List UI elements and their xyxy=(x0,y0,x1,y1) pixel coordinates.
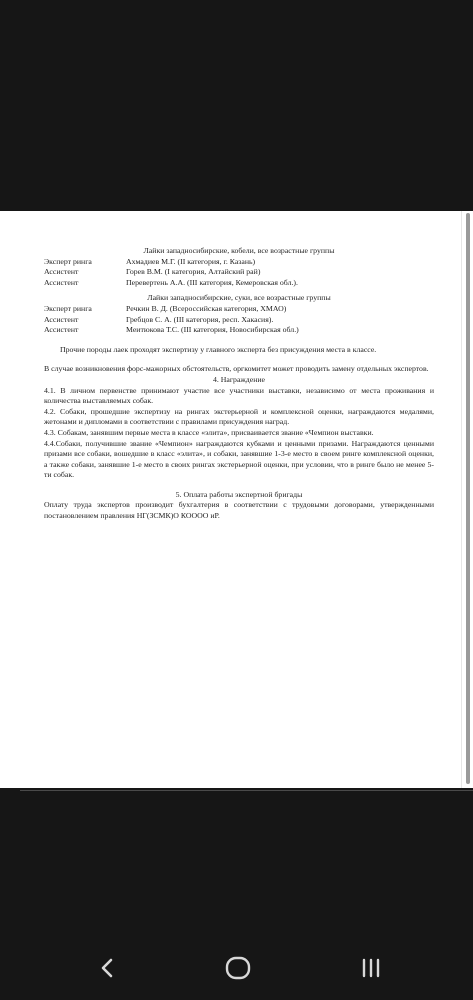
name-cell: Гребцов С. А. (III категория, респ. Хакасия). xyxy=(126,314,274,324)
table-row xyxy=(44,267,434,278)
role-cell: Ассистент xyxy=(44,325,79,335)
role-cell: Ассистент xyxy=(44,314,79,324)
section5-title: 5. Оплата работы экспертной бригады xyxy=(175,489,303,499)
section4-item: 4.3. Собакам, занявшим первые места в классе «элита», присваивается звание «Чемпион выставки. xyxy=(44,427,374,437)
section4-title: 4. Награждение xyxy=(212,374,266,384)
name-cell: Ахмадиев М.Г. (II категория, г. Казань) xyxy=(126,256,256,266)
section5-paragraph: Оплату труда экспертов производит бухгалтерия в соответствии с трудовыми договорами, утвержденными постановлением правления НГ(ЗСМК)О КОООО иР. xyxy=(44,500,434,521)
section4-item: 4.4.Собаки, получившие звание «Чемпион» награждаются кубками и ценными призами. Награждаются ценными призами все собаки, вошедшие в класс «элита», и собаки, занявшие 1-3-е место в своем ринге комплексной оценки, а также собаки, занявшие 1-е место в своих рингах экстерьерной оценки, при условии, что в ринге было не менее 5-ти собак. xyxy=(44,438,434,480)
role-cell: Эксперт ринга xyxy=(44,256,92,266)
block2-title: Лайки западносибирские, суки, все возрастные группы xyxy=(147,293,331,303)
table-row xyxy=(44,278,434,289)
role-cell: Ассистент xyxy=(44,277,79,287)
table-row xyxy=(44,325,434,336)
table-row xyxy=(44,304,434,315)
home-button[interactable] xyxy=(208,950,268,986)
section4-item: 4.2. Собаки, прошедшие экспертизу на рингах экстерьерной и комплексной оценки, награждаются медалями, жетонами и дипломами в соответствии с правилами присуждения наград. xyxy=(44,406,434,427)
table-row xyxy=(44,315,434,326)
table-row xyxy=(44,257,434,268)
system-navigation-bar xyxy=(0,938,473,1000)
name-cell: Речкин В. Д. (Всероссийская категория, ХМАО) xyxy=(126,303,287,313)
section4-item: 4.1. В личном первенстве принимают участие все участники выставки, независимо от места проживания и количества выставляемых собак. xyxy=(44,385,434,406)
role-cell: Ассистент xyxy=(44,267,79,277)
back-button[interactable] xyxy=(77,950,137,986)
scrollbar[interactable] xyxy=(461,211,473,788)
name-cell: Перевертень А.А. (III категория, Кемеровская обл.). xyxy=(126,277,298,287)
role-cell: Эксперт ринга xyxy=(44,303,92,313)
name-cell: Меитюкова Т.С. (III категория, Новосибирская обл.) xyxy=(126,325,299,335)
recents-bars-icon xyxy=(360,958,382,978)
name-cell: Горев В.М. (I категория, Алтайский рай) xyxy=(126,267,261,277)
force-majeure-paragraph: В случае возникновения форс-мажорных обстоятельств, оргкомитет может проводить замену отдельных экспертов. xyxy=(44,364,429,374)
document-content xyxy=(44,246,434,522)
home-circle-icon xyxy=(225,956,251,980)
divider xyxy=(20,790,473,791)
recents-button[interactable] xyxy=(341,950,401,986)
block1-title: Лайки западносибирские, кобели, все возрастные группы xyxy=(143,246,335,255)
other-breeds-paragraph: Прочие породы лаек проходят экспертизу у главного эксперта без присуждения места в классе. xyxy=(60,344,377,354)
chevron-left-icon xyxy=(100,958,114,978)
scrollbar-thumb[interactable] xyxy=(466,213,470,784)
